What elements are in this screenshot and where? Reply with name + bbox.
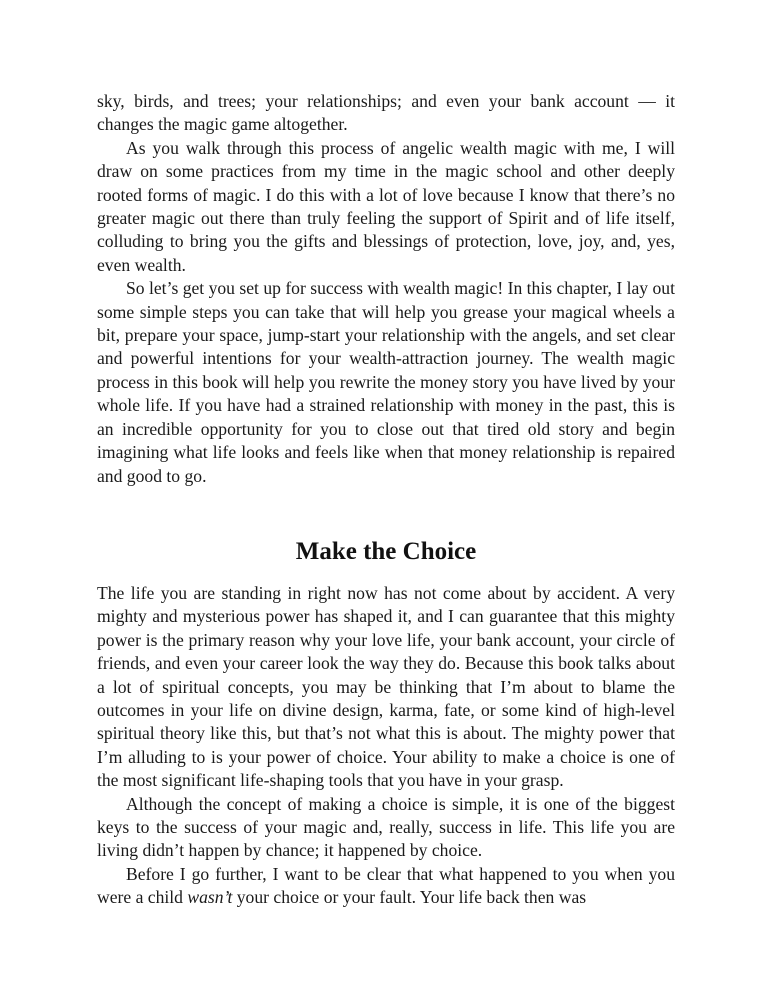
- paragraph-setup-for-success: So let’s get you set up for success with wealth magic! In this chapter, I lay out some simple steps you can take that will help you grease your magical wheels a bit, prepare your space, jump-start your relationship with the angels, and set clear and powerful intentions for your wealth-attraction journey. The wealth magic process in this book will help you rewrite the money story you have lived by your whole life. If you have had a strained relationship with money in the past, this is an incredible opportunity for you to close out that tired old story and begin imagining what life looks and feels like when that money relationship is repaired and good to go.: [97, 278, 675, 486]
- paragraph-childhood: [97, 863, 675, 910]
- paragraph-angelic-wealth-magic: As you walk through this process of angelic wealth magic with me, I will draw on some practices from my time in the magic school and other deeply rooted forms of magic. I do this with a lot of love because I know that there’s no greater magic out there than truly feeling the support of Spirit and of life itself, colluding to bring you the gifts and blessings of protection, love, joy, and, yes, even wealth.: [97, 137, 675, 275]
- section-heading: Make the Choice: [295, 537, 477, 565]
- paragraph-childhood-end: your choice or your fault. Your life back then was: [232, 887, 587, 908]
- paragraph-power-of-choice: The life you are standing in right now has not come about by accident. A very mighty and mysterious power has shaped it, and I can guarantee that this mighty power is the primary reason why your love life, your bank account, your circle of friends, and even your career look the way they do. Because this book talks about a lot of spiritual concepts, you may be thinking that I’m about to blame the outcomes in your life on divine design, karma, fate, or some kind of high-level spiritual theory like this, but that’s not what this is about. The mighty power that I’m alluding to is your power of choice. Your ability to make a choice is one of the most significant life-shaping tools that you have in your grasp.: [97, 582, 675, 791]
- paragraph-childhood-start: Before I go further, I want to be clear that what happened to you when you were a child: [97, 863, 675, 908]
- paragraph-continuation: sky, birds, and trees; your relationships; and even your bank account — it changes the magic game altogether.: [97, 91, 675, 135]
- emphasis-wasnt: wasn’t: [187, 887, 233, 908]
- book-page: [97, 90, 675, 910]
- paragraph-concept-of-choice: Although the concept of making a choice is simple, it is one of the biggest keys to the success of your magic and, really, success in life. This life you are living didn’t happen by chance; it happened by choice.: [97, 793, 675, 861]
